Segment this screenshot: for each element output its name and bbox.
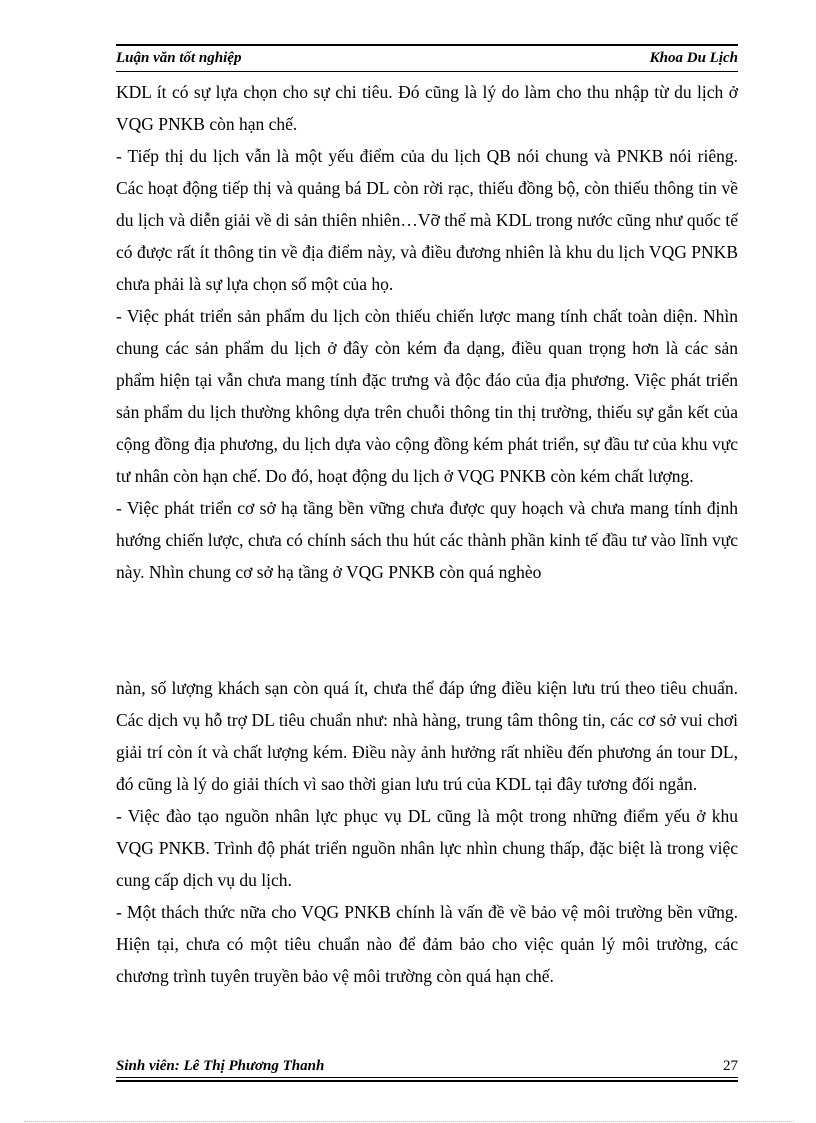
paragraph: - Việc phát triển sản phẩm du lịch còn thiếu chiến lược mang tính chất toàn diện. Nhìn chung các sản phẩm du lịch ở đây còn kém đa dạng, điều quan trọng hơn là các sản phẩm hiện tại vẫn chưa mang tính đặc trưng và độc đáo của địa phương. Việc phát triển sản phẩm du lịch thường không dựa trên chuỗi thông tin thị trường, thiếu sự gắn kết của cộng đồng địa phương, du lịch dựa vào cộng đồng kém phát triển, sự đầu tư của khu vực tư nhân còn hạn chế. Do đó, hoạt động du lịch ở VQG PNKB còn kém chất lượng. [116, 306, 738, 486]
paragraph: KDL ít có sự lựa chọn cho sự chi tiêu. Đó cũng là lý do làm cho thu nhập từ du lịch ở VQG PNKB còn hạn chế. [116, 82, 738, 134]
footer-rule-bottom [116, 1080, 738, 1082]
paragraph: - Một thách thức nữa cho VQG PNKB chính là vấn đề về bảo vệ môi trường bền vững. Hiện tại, chưa có một tiêu chuẩn nào để đảm bảo cho việc quản lý môi trường, các chương trình tuyên truyền bảo vệ môi trường còn quá hạn chế. [116, 902, 738, 986]
page-footer [116, 1058, 738, 1078]
page-number: 27 [723, 1058, 738, 1074]
header-thesis-label: Luận văn tốt nghiệp [116, 50, 242, 66]
paragraph: - Việc phát triển cơ sở hạ tầng bền vững chưa được quy hoạch và chưa mang tính định hướng chiến lược, chưa có chính sách thu hút các thành phần kinh tế đầu tư vào lĩnh vực này. Nhìn chung cơ sở hạ tầng ở VQG PNKB còn quá nghèo [116, 498, 738, 582]
header-rule [116, 71, 738, 72]
page-edge-divider [24, 1121, 794, 1122]
paragraph: nàn, số lượng khách sạn còn quá ít, chưa thể đáp ứng điều kiện lưu trú theo tiêu chuẩn. Các dịch vụ hỗ trợ DL tiêu chuẩn như: nhà hàng, trung tâm thông tin, các cơ sở vui chơi giải trí còn ít và chất lượng kém. Điều này ảnh hưởng rất nhiều đến phương án tour DL, đó cũng là lý do giải thích vì sao thời gian lưu trú của KDL tại đây tương đối ngắn. [116, 678, 738, 794]
page-header [116, 50, 738, 72]
paragraph: - Việc đào tạo nguồn nhân lực phục vụ DL cũng là một trong những điểm yếu ở khu VQG PNKB. Trình độ phát triển nguồn nhân lực nhìn chung thấp, đặc biệt là trong việc cung cấp dịch vụ du lịch. [116, 806, 738, 890]
footer-rule-top [116, 1077, 738, 1078]
header-faculty-label: Khoa Du Lịch [649, 50, 738, 66]
paragraph: - Tiếp thị du lịch vẫn là một yếu điểm của du lịch QB nói chung và PNKB nói riêng. Các hoạt động tiếp thị và quảng bá DL còn rời rạc, thiếu đồng bộ, còn thiếu thông tin về du lịch và diễn giải về di sản thiên nhiên…Vỡ thế mà KDL trong nước cũng như quốc tế có được rất ít thông tin về địa điểm này, và điều đương nhiên là khu du lịch VQG PNKB chưa phải là sự lựa chọn số một của họ. [116, 146, 738, 294]
body-text-bottom [116, 672, 738, 992]
header-top-rule [116, 44, 738, 46]
body-text-top [116, 76, 738, 588]
footer-student-name: Sinh viên: Lê Thị Phương Thanh [116, 1058, 325, 1074]
